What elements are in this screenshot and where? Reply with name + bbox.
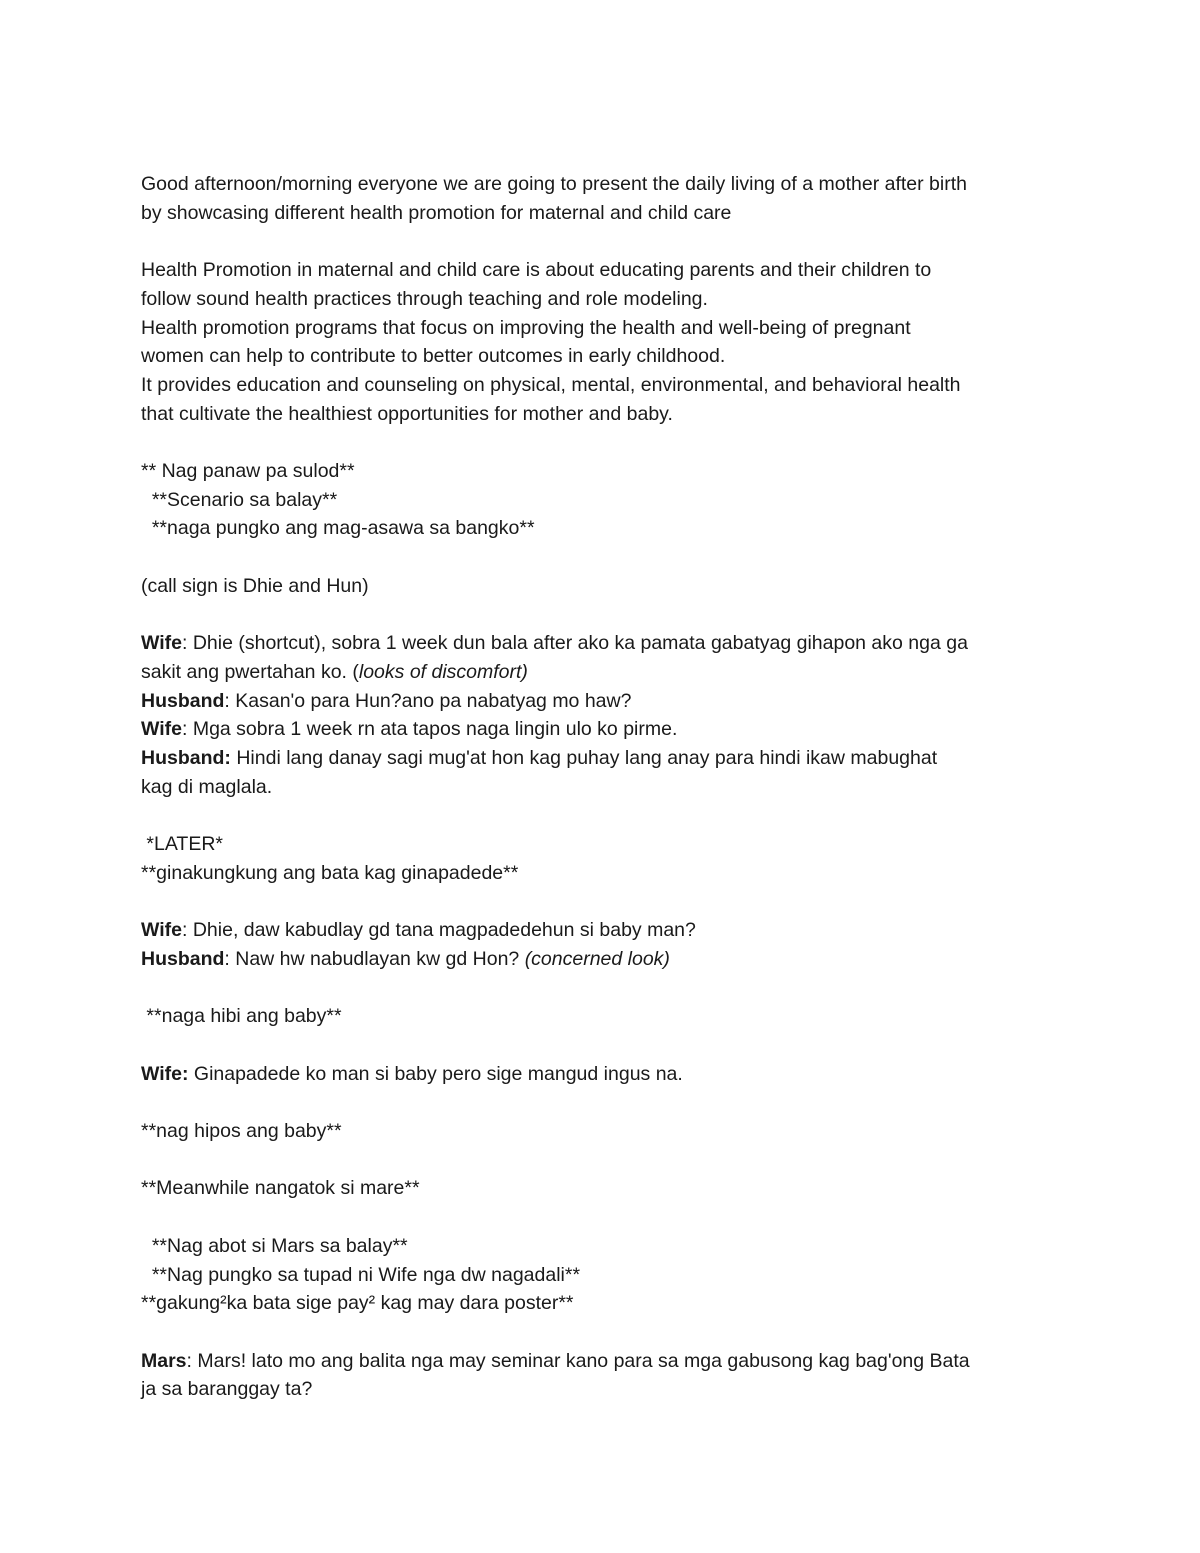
dialogue-line (141, 629, 1071, 658)
spacer (141, 1088, 1071, 1117)
health-promotion-line-2: follow sound health practices through teaching and role modeling. (141, 287, 708, 310)
dialogue-text: : Naw hw nabudlayan kw gd Hon? (224, 947, 525, 970)
speaker-label: Mars (141, 1349, 187, 1372)
dialogue-text: Ginapadede ko man si baby pero sige mangud ingus na. (188, 1062, 683, 1085)
dialogue-text: sakit ang pwertahan ko. ( (141, 660, 359, 683)
spacer (141, 601, 1071, 630)
speaker-label: Husband (141, 689, 225, 712)
stage-direction: **Nag abot si Mars sa balay** (141, 1234, 408, 1257)
stage-direction: **Meanwhile nangatok si mare** (141, 1177, 420, 1200)
speaker-label: Wife (141, 919, 182, 942)
speaker-label: Wife: (141, 1062, 189, 1085)
spacer (141, 974, 1071, 1003)
health-promotion-line-4: women can help to contribute to better outcomes in early childhood. (141, 345, 726, 368)
stage-note: (concerned look) (524, 947, 670, 970)
health-promotion-line-5: It provides education and counseling on physical, mental, environmental, and behavioral health (141, 373, 961, 396)
stage-direction: **Nag pungko sa tupad ni Wife nga dw nagadali** (141, 1263, 581, 1286)
stage-direction: **gakung²ka bata sige pay² kag may dara poster** (141, 1292, 574, 1315)
stage-direction: *LATER* (141, 833, 223, 856)
dialogue-text: : Mga sobra 1 week rn ata tapos naga lingin ulo ko pirme. (182, 718, 678, 741)
health-promotion-line-3: Health promotion programs that focus on improving the health and well-being of pregnant (141, 316, 911, 339)
dialogue-line (141, 916, 1071, 945)
health-promotion-line-6: that cultivate the healthiest opportunities for mother and baby. (141, 402, 673, 425)
intro-line-1: Good afternoon/morning everyone we are going to present the daily living of a mother after birth (141, 173, 967, 195)
health-promotion-line-1: Health Promotion in maternal and child care is about educating parents and their children to (141, 259, 932, 282)
spacer (141, 1203, 1071, 1232)
stage-direction: **ginakungkung ang bata kag ginapadede** (141, 861, 519, 884)
spacer (141, 888, 1071, 917)
stage-note: looks of discomfort) (358, 660, 528, 683)
spacer (141, 227, 1071, 256)
spacer (141, 1031, 1071, 1060)
dialogue-text: ja sa baranggay ta? (141, 1378, 313, 1401)
dialogue-text: : Dhie, daw kabudlay gd tana magpadedehun si baby man? (182, 919, 696, 942)
speaker-label: Husband (141, 947, 225, 970)
dialogue-line (141, 945, 1071, 974)
spacer (141, 428, 1071, 457)
dialogue-line (141, 658, 1071, 687)
document-page (141, 170, 1071, 1404)
dialogue-line (141, 1375, 1071, 1404)
spacer (141, 801, 1071, 830)
dialogue-line (141, 1347, 1071, 1376)
stage-direction: ** Nag panaw pa sulod** (141, 460, 355, 482)
spacer (141, 1318, 1071, 1347)
intro-line-2: by showcasing different health promotion for maternal and child care (141, 201, 732, 224)
dialogue-line (141, 687, 1071, 716)
spacer (141, 1146, 1071, 1175)
dialogue-line (141, 1060, 1071, 1089)
spacer (141, 543, 1071, 572)
dialogue-text: : Dhie (shortcut), sobra 1 week dun bala after ako ka pamata gabatyag gihapon ako nga ga (182, 632, 968, 655)
dialogue-text: kag di maglala. (141, 775, 273, 798)
dialogue-text: : Mars! lato mo ang balita nga may seminar kano para sa mga gabusong kag bag'ong Bata (186, 1349, 970, 1372)
speaker-label: Wife (141, 718, 182, 741)
speaker-label: Wife (141, 632, 182, 655)
stage-direction: **nag hipos ang baby** (141, 1120, 342, 1143)
dialogue-text: : Kasan'o para Hun?ano pa nabatyag mo haw? (224, 689, 632, 712)
call-sign-note: (call sign is Dhie and Hun) (141, 574, 369, 597)
stage-direction: **naga hibi ang baby** (141, 1005, 342, 1028)
dialogue-line (141, 744, 1071, 773)
dialogue-line (141, 715, 1071, 744)
stage-direction: **Scenario sa balay** (141, 488, 338, 511)
stage-direction: **naga pungko ang mag-asawa sa bangko** (141, 517, 535, 540)
dialogue-line (141, 773, 1071, 802)
speaker-label: Husband: (141, 747, 231, 769)
dialogue-text: Hindi lang danay sagi mug'at hon kag puhay lang anay para hindi ikaw mabughat (230, 747, 938, 769)
